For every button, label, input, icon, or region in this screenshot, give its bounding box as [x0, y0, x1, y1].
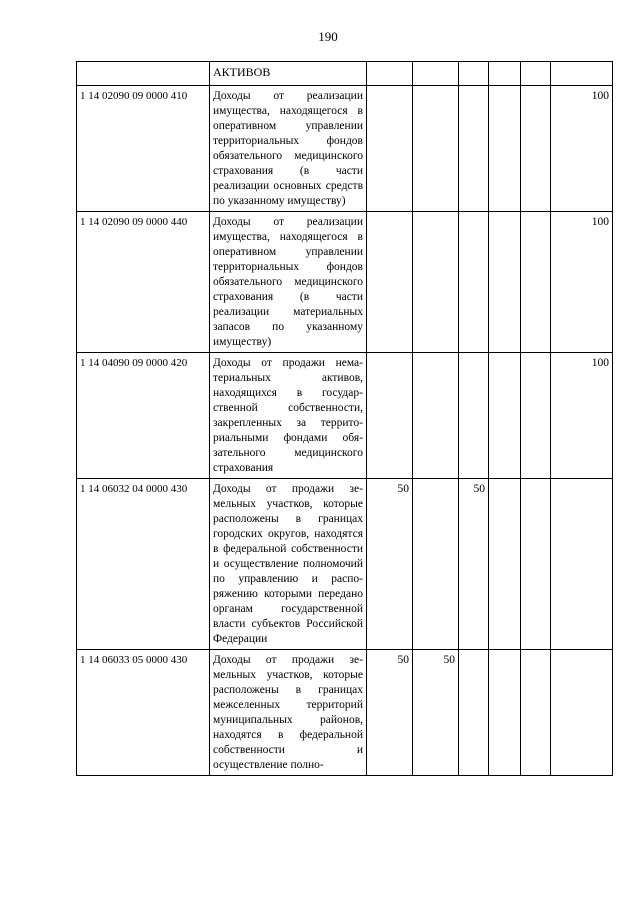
table-row	[77, 650, 613, 776]
name-cell: Доходы от реализации имущества, находящегося в оперативном управлении территориальных фондов обязательного медицинского страхования (в части реализации основных средств по указанному имуществу)	[210, 86, 367, 212]
value-cell	[521, 86, 551, 212]
value-cell: 50	[413, 650, 459, 776]
budget-classification-table	[76, 61, 613, 776]
value-cell	[521, 212, 551, 353]
code-cell: 1 14 04090 09 0000 420	[77, 353, 210, 479]
value-cell	[413, 353, 459, 479]
table-row	[77, 62, 613, 86]
value-cell	[459, 650, 489, 776]
value-cell	[413, 212, 459, 353]
name-cell: Доходы от реализации имущества, находящегося в оперативном управлении территориальных фондов обязательного медицинского страхования (в части реализации материальных запасов по указанному имуществу)	[210, 212, 367, 353]
name-cell: АКТИВОВ	[210, 62, 367, 86]
value-cell	[551, 479, 613, 650]
table-row	[77, 86, 613, 212]
value-cell	[459, 353, 489, 479]
value-cell	[521, 353, 551, 479]
value-cell	[489, 212, 521, 353]
value-cell	[521, 62, 551, 86]
value-cell	[521, 479, 551, 650]
value-cell	[413, 86, 459, 212]
table-row	[77, 479, 613, 650]
value-cell	[551, 650, 613, 776]
table-row	[77, 212, 613, 353]
name-cell: Доходы от продажи земельных участков, которые расположены в границах городских округов, находятся в федеральной собственности и осуществление полномочий по управлению и распоряжению которыми передано органам государственной власти субъектов Российской Федерации	[210, 479, 367, 650]
value-cell: 100	[551, 86, 613, 212]
value-cell	[459, 62, 489, 86]
value-cell	[367, 62, 413, 86]
value-cell	[367, 86, 413, 212]
value-cell	[367, 212, 413, 353]
value-cell	[489, 62, 521, 86]
value-cell	[413, 62, 459, 86]
value-cell	[489, 479, 521, 650]
value-cell: 100	[551, 212, 613, 353]
value-cell: 100	[551, 353, 613, 479]
page-number: 190	[318, 29, 338, 44]
value-cell	[489, 650, 521, 776]
value-cell: 50	[367, 650, 413, 776]
value-cell	[551, 62, 613, 86]
code-cell: 1 14 06032 04 0000 430	[77, 479, 210, 650]
name-cell: Доходы от продажи земельных участков, которые расположены в границах межселенных территорий муниципальных районов, находятся в федеральной собственности и осуществление полно-	[210, 650, 367, 776]
value-cell	[459, 86, 489, 212]
value-cell	[489, 86, 521, 212]
code-cell: 1 14 02090 09 0000 410	[77, 86, 210, 212]
code-cell: 1 14 06033 05 0000 430	[77, 650, 210, 776]
table-row	[77, 353, 613, 479]
value-cell	[413, 479, 459, 650]
value-cell	[521, 650, 551, 776]
value-cell	[489, 353, 521, 479]
value-cell	[459, 212, 489, 353]
value-cell: 50	[367, 479, 413, 650]
name-cell: Доходы от продажи нематериальных активов, находящихся в государственной собственности, закрепленных за территориальными фондами обязательного медицинского страхования	[210, 353, 367, 479]
code-cell	[77, 62, 210, 86]
value-cell: 50	[459, 479, 489, 650]
code-cell: 1 14 02090 09 0000 440	[77, 212, 210, 353]
value-cell	[367, 353, 413, 479]
